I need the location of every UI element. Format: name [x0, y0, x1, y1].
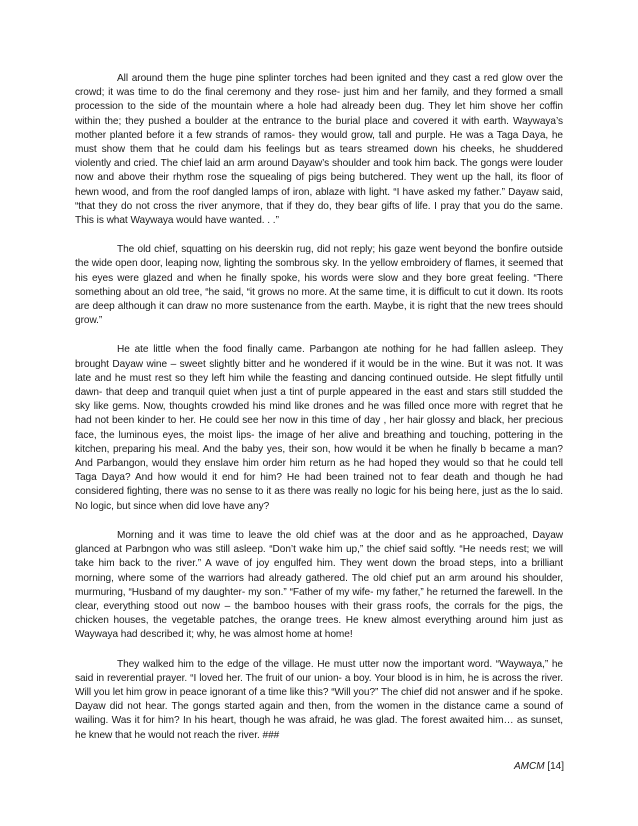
page-number: [14]: [547, 761, 564, 772]
page-footer: [514, 760, 564, 774]
paragraph-4: Morning and it was time to leave the old chief was at the door and as he approached, Dayaw glanced at Parbngon who was still asleep. “Don’t wake him up,” the chief said softly. “He needs rest; we will take him back to the river.” A wave of joy engulfed him. They went down the broad steps, into a brilliant morning, where some of the warriors had already gathered. The old chief put an arm around his shoulder, murmuring, “Husband of my daughter- my son.” “Father of my wife- my father,” he returned the farewell. In the clear, everything stood out now – the bamboo houses with their grass roofs, the corrals for the pigs, the chicken houses, the vegetable patches, the orange trees. He knew almost everything around him just as Waywaya had described it; why, he was almost home at home!: [75, 529, 563, 641]
paragraph-3: He ate little when the food finally came. Parbangon ate nothing for he had falllen asleep. They brought Dayaw wine – sweet slightly bitter and he wondered if it would be in the wine. But it was not. It was late and he must rest so they left him while the feasting and dancing continued outside. He slept fitfully until dawn- that deep and tranquil quiet when just a tint of purple appeared in the east and stars still studded the sky like gems. Now, thoughts crowded his mind like drones and he was filled once more with regret that he had not been kinder to her. He could see her now in this time of day , her hair glossy and black, her precious face, the luminous eyes, the moist lips- the image of her alive and breathing and touching, pottering in the kitchen, preparing his meal. And the baby yes, their son, how would it be when he finally b became a man? And Parbangon, would they enslave him order him return as he had hoped they would so that he could tell Taga Daya? And how would it end for him? He had been trained not to fear death and though he had considered fighting, there was no sense to it as there was really no logic for his being here, just as the lo said. No logic, but since when did love have any?: [75, 344, 563, 512]
paragraph-1: All around them the huge pine splinter torches had been ignited and they cast a red glow over the crowd; it was time to do the final ceremony and they rose- just him and her family, and they formed a small procession to the side of the mountain where a hole had already been dug. They let him shove her coffin within the; they pushed a boulder at the entrance to the burial place and covered it with earth. Waywaya’s mother planted before it a few strands of ramos- they would grow, tall and purple. He was a Taga Daya, he must show them that he could dam his feelings but as tears streamed down his cheeks, he shuddered violently and cried. The chief laid an arm around Dayaw’s shoulder and took him back. The gongs were louder now and above their rhythm rose the squealing of pigs being butchered. They went up the hall, its floor of hewn wood, and from the roof dangled lamps of iron, ablaze with light. “I have asked my father.” Dayaw said, “that they do not cross the river anymore, that if they do, they bear gifts of life. I pray that you do the same. This is what Waywaya would have wanted. . .”: [75, 73, 563, 227]
footer-title: AMCM: [513, 761, 545, 772]
paragraph-2: The old chief, squatting on his deerskin rug, did not reply; his gaze went beyond the bonfire outside the wide open door, leaping now, lighting the sombrous sky. In the yellow embroidery of flames, it seemed that his eyes were glazed and when he finally spoke, his words were slow and they bore great feeling. “There something about an old tree, “he said, “it grows no more. At the same time, it is difficult to cut it down. Its roots are deep although it can draw no more sustenance from the earth. Maybe, it is right that the new trees should grow.”: [75, 244, 563, 327]
paragraph-5: They walked him to the edge of the village. He must utter now the important word. “Waywaya,” he said in reverential prayer. “I loved her. The fruit of our union- a boy. Your blood is in him, he is across the river. Will you let him grow in peace ignorant of a time like this? “Will you?” The chief did not answer and if he spoke. Dayaw did not hear. The gongs started again and then, from the women in the distance came a sound of wailing. Was it for him? In his heart, though he was afraid, he was glad. The forest awaited him… as sunset, he knew that he would not reach the river. ###: [75, 658, 563, 741]
